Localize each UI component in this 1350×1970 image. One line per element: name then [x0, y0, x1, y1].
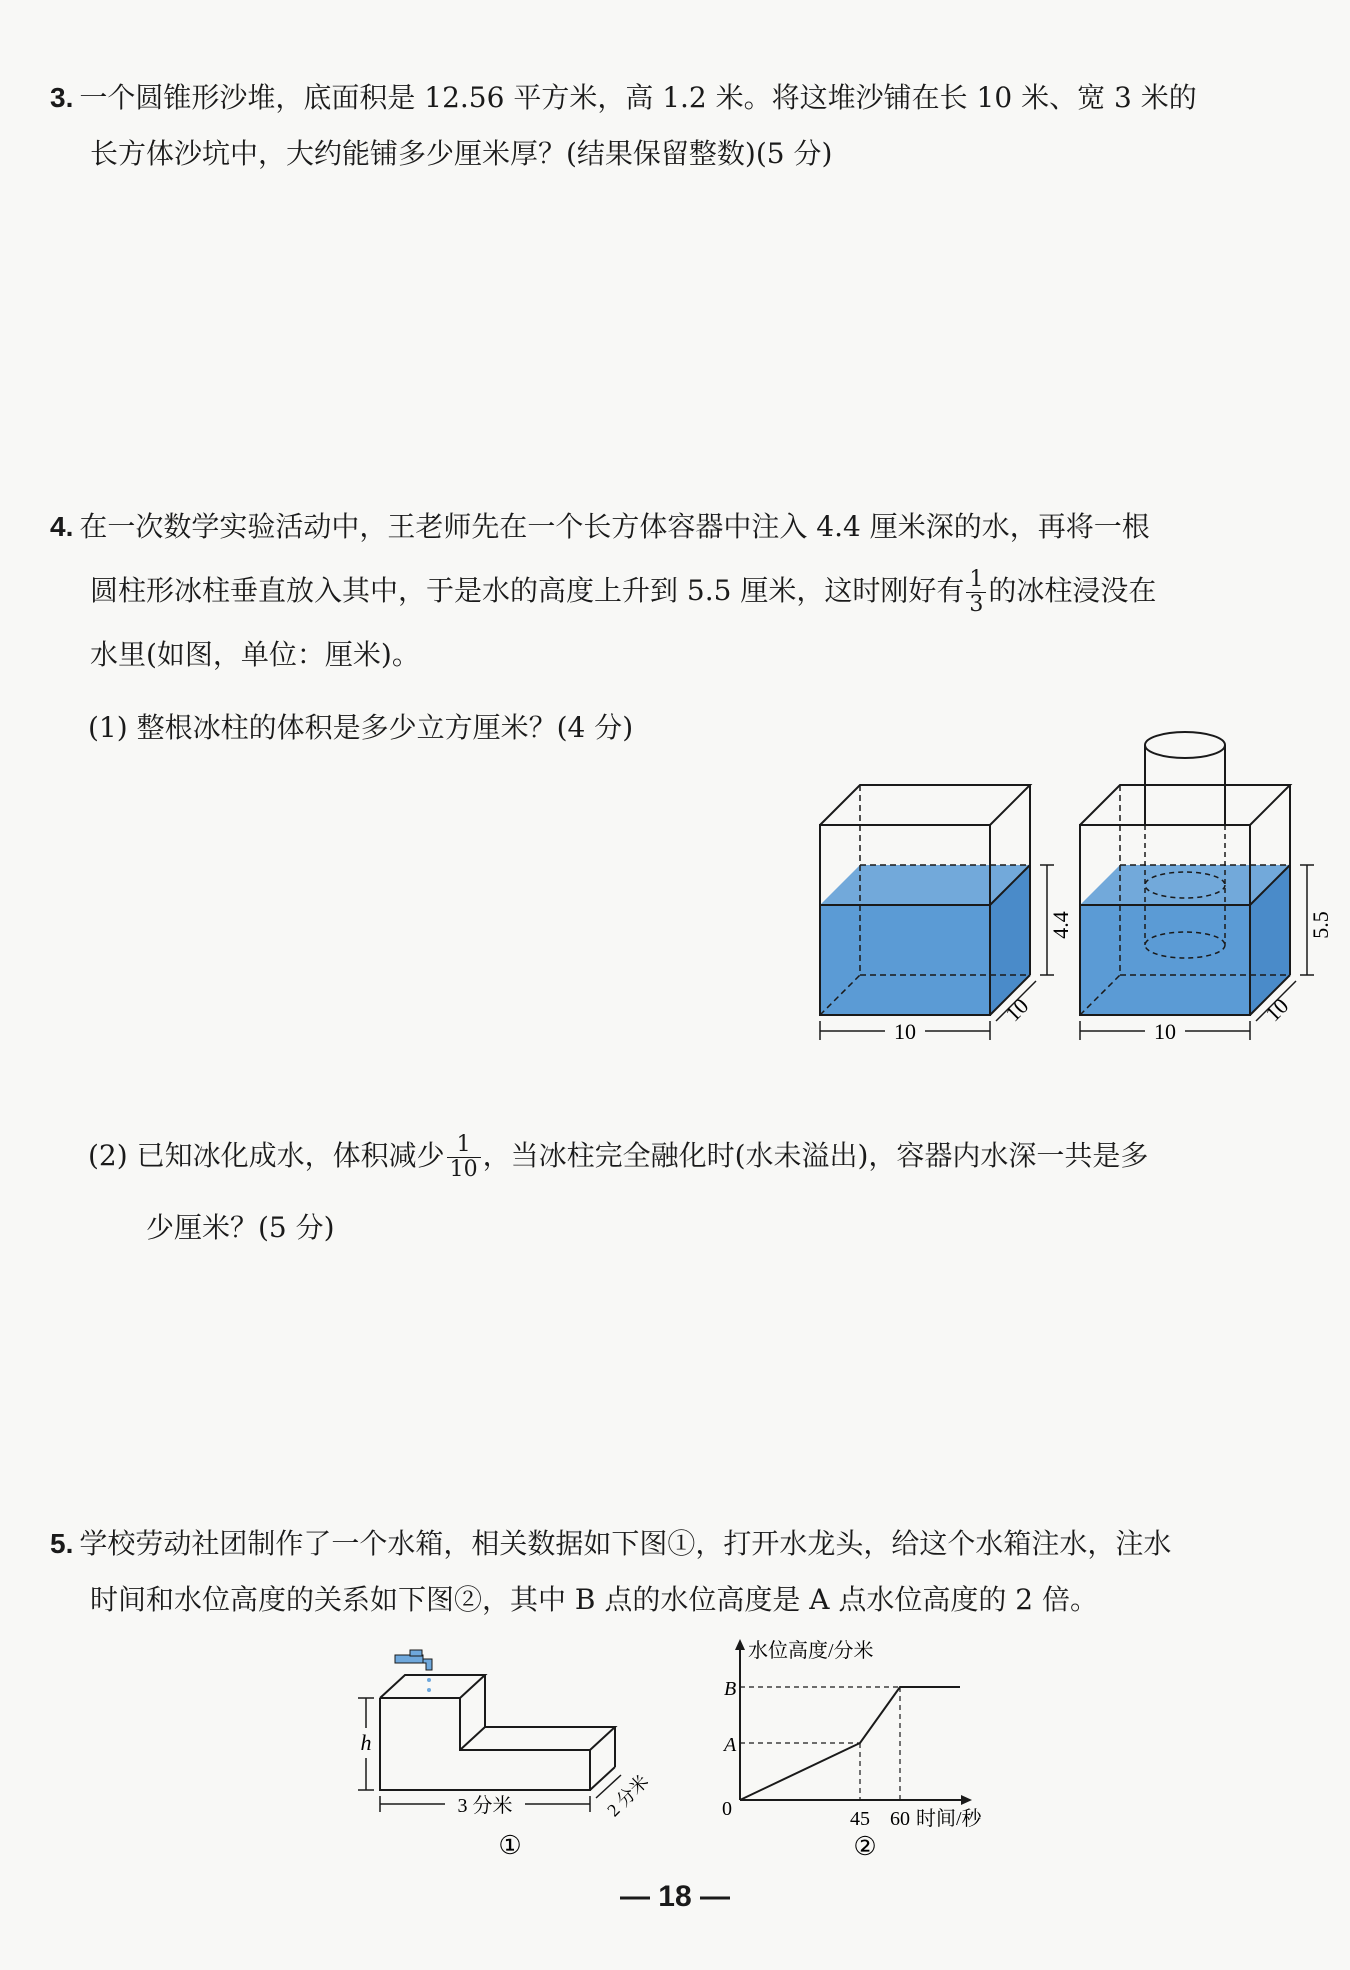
left-height-label: 4.4	[1048, 911, 1073, 939]
q4-text-1: 在一次数学实验活动中，王老师先在一个长方体容器中注入 4.4 厘米深的水，再将一根	[79, 510, 1150, 543]
page-number: — 18 —	[619, 1880, 731, 1913]
q4-line3: 水里(如图，单位：厘米)。	[90, 638, 420, 671]
point-a-label: A	[724, 1734, 737, 1756]
ice-cylinder	[1145, 732, 1225, 825]
q4-sub2-line2: 少厘米？(5 分)	[146, 1211, 335, 1244]
right-length-label: 10	[1154, 1019, 1176, 1044]
q4-line2	[50, 559, 1300, 623]
q4-number: 4.	[50, 511, 74, 542]
q4-sub2-line1	[88, 1120, 1298, 1192]
q4-line1	[50, 495, 1300, 559]
question-5	[50, 1516, 1300, 1628]
q4-sub2-text-a: (2) 已知冰化成水，体积减少	[88, 1139, 445, 1172]
x-axis-arrow-icon	[961, 1795, 972, 1805]
left-width-label: 10	[1000, 993, 1034, 1027]
y-axis-label: 水位高度/分米	[748, 1640, 874, 1662]
x-axis-label: 时间/秒	[916, 1808, 982, 1830]
q4-fraction-one-third	[966, 568, 986, 617]
q4-container-right	[1080, 732, 1333, 1044]
q4-fraction-one-tenth	[447, 1133, 481, 1182]
left-length-label: 10	[894, 1019, 916, 1044]
q5-line1	[50, 1516, 1300, 1572]
q3-number: 3.	[50, 82, 74, 113]
q4-sub2	[88, 1120, 1298, 1264]
water-front-right	[1080, 905, 1250, 1015]
q4-text-2b: 的冰柱浸没在	[988, 574, 1157, 607]
q3-text-1: 一个圆锥形沙堆，底面积是 12.56 平方米，高 1.2 米。将这堆沙铺在长 10 米、宽 3 米的	[79, 81, 1197, 114]
width-label: 2 分米	[603, 1771, 653, 1821]
point-b-label: B	[724, 1678, 737, 1700]
question-4	[50, 495, 1300, 687]
q4-sub2-text-b: ，当冰柱完全融化时(水未溢出)，容器内水深一共是多	[482, 1139, 1149, 1172]
q4-frac-num: 1	[966, 568, 986, 593]
tick-45-label: 45	[850, 1808, 870, 1830]
right-height-label: 5.5	[1308, 911, 1333, 939]
q4-sub2-frac-num: 1	[447, 1133, 481, 1158]
q4-sub1: (1) 整根冰柱的体积是多少立方厘米？(4 分)	[88, 711, 634, 744]
q4-container-left	[820, 785, 1073, 1044]
q5-tank-figure	[350, 1640, 690, 1860]
q5-graph-figure	[710, 1635, 1040, 1860]
question-3	[50, 70, 1300, 182]
y-axis-arrow-icon	[735, 1639, 745, 1650]
q4-container-figure	[790, 765, 1333, 1055]
q4-text-2a: 圆柱形冰柱垂直放入其中，于是水的高度上升到 5.5 厘米，这时刚好有	[90, 574, 965, 607]
q4-sub2-frac-den: 10	[449, 1157, 478, 1182]
length-label: 3 分米	[457, 1795, 513, 1817]
fig2-caption: ②	[853, 1832, 877, 1861]
h-label: h	[360, 1730, 372, 1755]
q3-line2: 长方体沙坑中，大约能铺多少厘米厚？(结果保留整数)(5 分)	[90, 137, 833, 170]
tick-60-label: 60	[890, 1808, 910, 1830]
q5-text-1: 学校劳动社团制作了一个水箱，相关数据如下图①，打开水龙头，给这个水箱注水，注水	[79, 1527, 1172, 1560]
origin-label: 0	[722, 1798, 732, 1820]
q5-number: 5.	[50, 1528, 74, 1559]
fig1-caption: ①	[498, 1831, 522, 1860]
right-width-label: 10	[1260, 993, 1294, 1027]
q5-line2: 时间和水位高度的关系如下图②，其中 B 点的水位高度是 A 点水位高度的 2 倍。	[90, 1583, 1099, 1616]
q3-line1	[50, 70, 1300, 126]
q4-frac-den: 3	[969, 592, 984, 617]
water-front-left	[820, 905, 990, 1015]
faucet-icon	[395, 1650, 432, 1692]
